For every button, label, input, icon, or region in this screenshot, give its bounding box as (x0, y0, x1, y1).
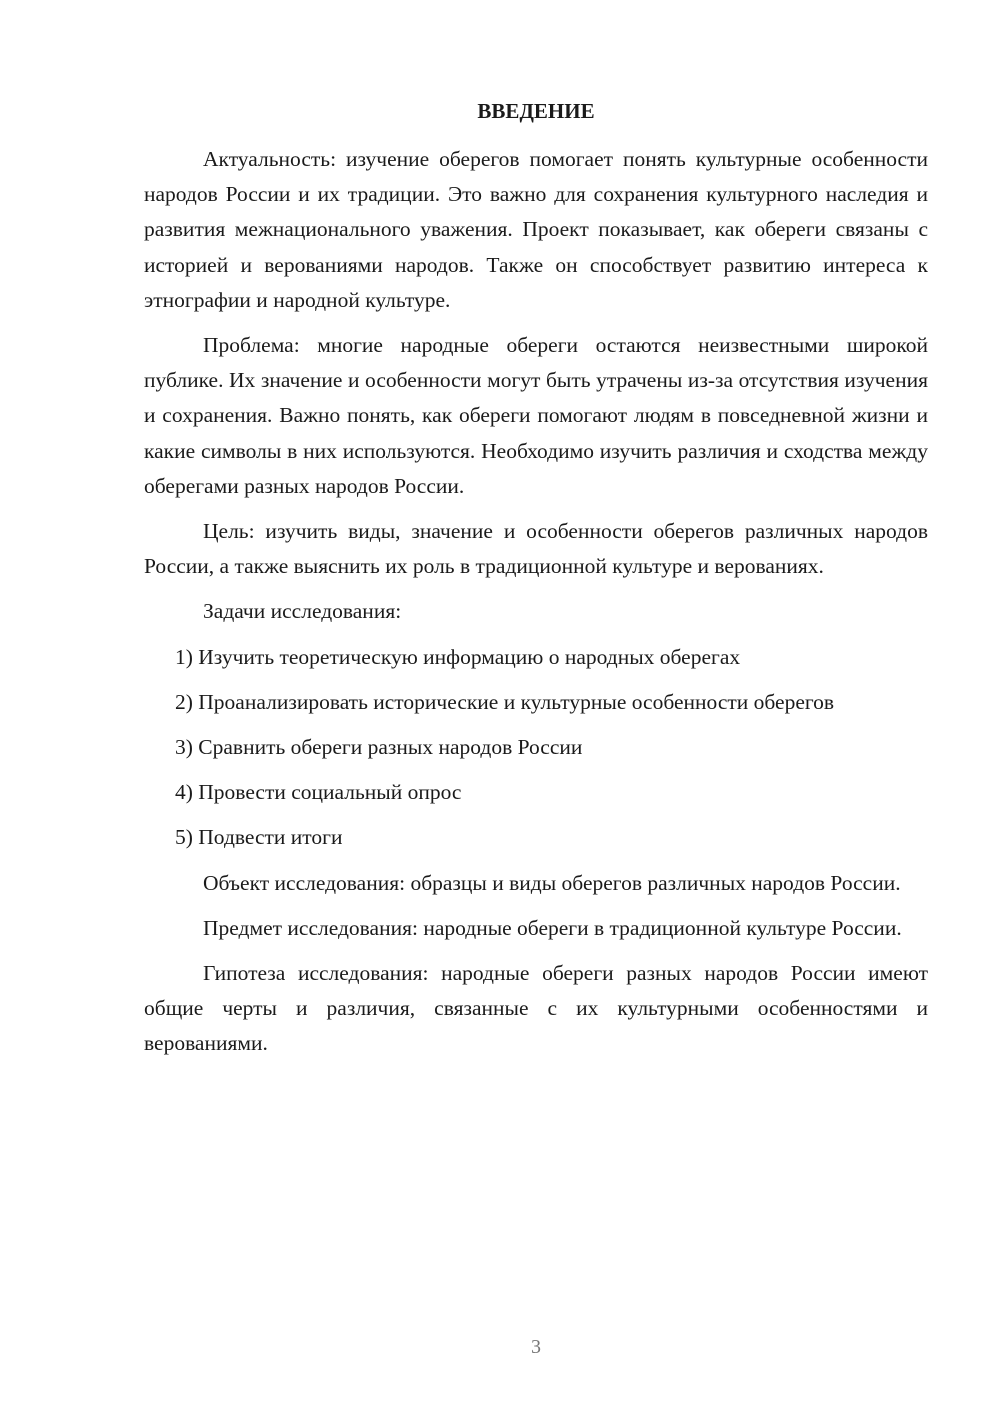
page-number: 3 (531, 1336, 541, 1358)
page-title: ВВЕДЕНИЕ (477, 99, 595, 123)
goal-paragraph: Цель: изучить виды, значение и особенности оберегов различных народов России, а также выяснить их роль в традиционной культуре и верованиях. (144, 519, 928, 579)
task-item-1: 1) Изучить теоретическую информацию о народных оберегах (175, 644, 741, 669)
task-item-2: 2) Проанализировать исторические и культурные особенности оберегов (175, 689, 835, 714)
task-item-4: 4) Провести социальный опрос (175, 780, 462, 805)
hypothesis-paragraph: Гипотеза исследования: народные обереги разных народов России имеют общие черты и различия, связанные с их культурными особенностями и верованиями. (144, 961, 928, 1056)
task-item-5: 5) Подвести итоги (175, 825, 343, 850)
tasks-heading: Задачи исследования: (203, 599, 402, 624)
body-text (144, 142, 928, 1072)
relevance-paragraph: Актуальность: изучение оберегов помогает понять культурные особенности народов России и их традиции. Это важно для сохранения культурного наследия и развития межнационального уважения. Проект показывает, как обереги связаны с историей и верованиями народов. Также он способствует развитию интереса к этнографии и народной культуре. (144, 147, 928, 312)
subject-paragraph: Предмет исследования: народные обереги в традиционной культуре России. (203, 915, 902, 940)
object-paragraph: Объект исследования: образцы и виды оберегов различных народов России. (203, 870, 901, 895)
problem-paragraph: Проблема: многие народные обереги остаются неизвестными широкой публике. Их значение и особенности могут быть утрачены из-за отсутствия изучения и сохранения. Важно понять, как обереги помогают людям в повседневной жизни и какие символы в них используются. Необходимо изучить различия и сходства между оберегами разных народов России. (144, 333, 928, 498)
task-item-3: 3) Сравнить обереги разных народов России (175, 735, 583, 760)
